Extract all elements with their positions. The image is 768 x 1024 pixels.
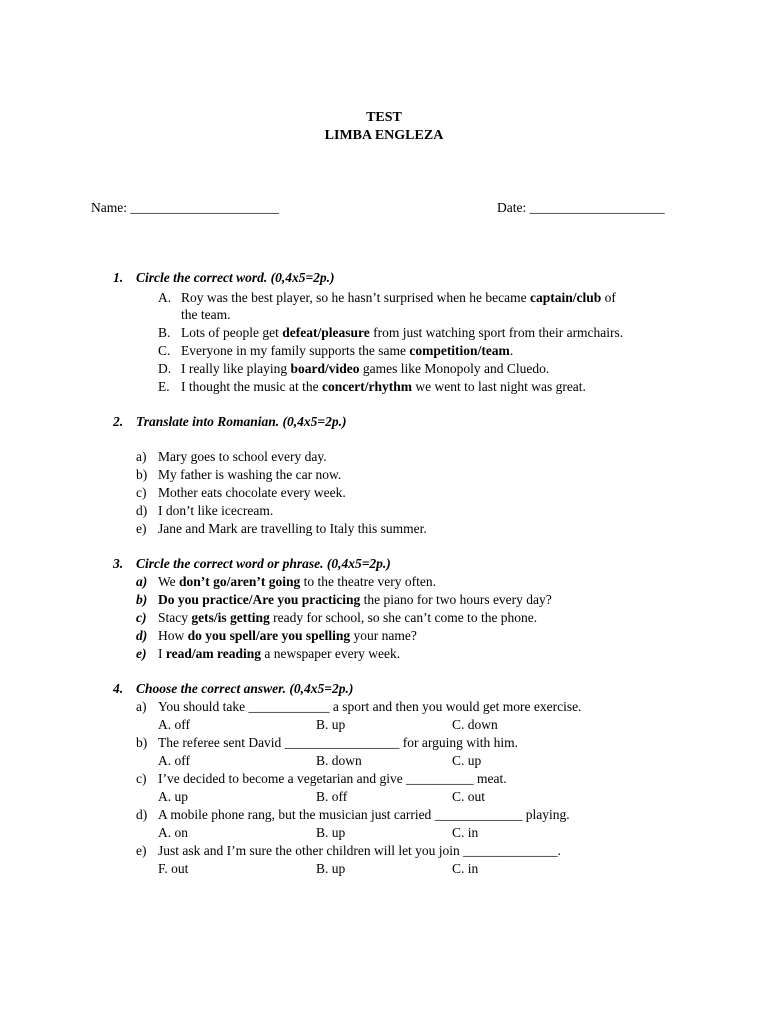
q4-item-d [136,806,570,823]
q4-item-marker: a) [136,699,147,714]
q2-item-text: Mary goes to school every day. [158,449,327,464]
q4-item-b [136,734,518,751]
q1-item-text: of [601,290,616,305]
q2-item-text: Jane and Mark are travelling to Italy this summer. [158,521,427,536]
q1-item-a-continued: the team. [181,307,231,322]
q4-d-option-3[interactable]: C. in [452,825,479,840]
q1-item-c [158,342,513,359]
q3-item-marker: c) [136,610,147,625]
q3-item-text: to the theatre very often. [300,574,436,589]
q1-item-text: games like Monopoly and Cluedo. [359,361,550,376]
title: TEST [366,110,402,125]
q3-item-c [136,609,537,626]
q1-item-marker: A. [158,290,172,305]
q3-item-text: ready for school, so she can’t come to the phone. [269,610,538,625]
q4-item-text: The referee sent David _________________ for arguing with him. [158,735,519,750]
q4-item-text: You should take ____________ a sport and then you would get more exercise. [158,699,582,714]
q1-item-e [158,378,586,395]
q2-item-a [136,448,327,465]
q1-item-marker: B. [158,325,171,340]
q1-item-text: Lots of people get [181,325,283,340]
q3-item-a [136,573,436,590]
q4-item-a [136,698,581,715]
q3-item-text: the piano for two hours every day? [360,592,552,607]
q1-item-marker: E. [158,379,170,394]
subtitle: LIMBA ENGLEZA [324,128,444,143]
q3-item-choice[interactable]: read/am reading [165,646,262,661]
q3-item-e [136,645,400,662]
q3-item-marker: e) [136,646,147,661]
q1-item-text: I thought the music at the [181,379,322,394]
q1-item-choice[interactable]: defeat/pleasure [282,325,370,340]
q2-heading: Translate into Romanian. (0,4x5=2p.) [136,414,347,429]
q2-number: 2. [113,414,124,429]
q4-c-option-3[interactable]: C. out [452,789,486,804]
q2-item-text: My father is washing the car now. [158,467,342,482]
q4-item-e [136,842,561,859]
q4-d-option-1[interactable]: A. on [158,825,188,840]
q2-item-d [136,502,273,519]
q3-item-d [136,627,417,644]
q4-item-marker: b) [136,735,148,750]
q2-item-e [136,520,427,537]
q3-heading: Circle the correct word or phrase. (0,4x5=2p.) [136,556,391,571]
q2-item-b [136,466,341,483]
q2-item-marker: a) [136,449,147,464]
q3-item-text: How [158,628,188,643]
q3-number: 3. [113,556,124,571]
q4-b-option-3[interactable]: C. up [452,753,482,768]
q1-item-marker: D. [158,361,172,376]
q2-item-marker: c) [136,485,147,500]
q4-item-text: I’ve decided to become a vegetarian and give __________ meat. [158,771,507,786]
q1-item-choice[interactable]: competition/team [409,343,510,358]
q3-item-text: We [158,574,180,589]
q1-item-text: I really like playing [181,361,291,376]
q3-item-choice[interactable]: do you spell/are you spelling [187,628,351,643]
q3-item-choice[interactable]: gets/is getting [191,610,270,625]
q3-item-text: a newspaper every week. [261,646,401,661]
q4-a-option-1[interactable]: A. off [158,717,190,732]
q2-item-marker: d) [136,503,148,518]
q1-item-text: from just watching sport from their armchairs. [369,325,624,340]
q1-item-text: . [509,343,514,358]
q1-number: 1. [113,270,124,285]
q3-item-text: I [158,646,166,661]
q4-a-option-3[interactable]: C. down [452,717,498,732]
q2-item-marker: e) [136,521,147,536]
q2-item-text: Mother eats chocolate every week. [158,485,346,500]
q4-item-text: A mobile phone rang, but the musician just carried _____________ playing. [158,807,570,822]
q1-item-text: we went to last night was great. [411,379,586,394]
q4-item-text: Just ask and I’m sure the other children will let you join ______________. [158,843,562,858]
q4-e-option-1[interactable]: F. out [158,861,189,876]
q4-a-option-2[interactable]: B. up [316,717,346,732]
q4-item-marker: e) [136,843,147,858]
q3-item-choice[interactable]: don’t go/aren’t going [179,574,301,589]
q4-b-option-2[interactable]: B. down [316,753,362,768]
q4-number: 4. [113,681,124,696]
q1-item-choice[interactable]: board/video [290,361,360,376]
q4-c-option-1[interactable]: A. up [158,789,188,804]
q3-item-text: your name? [350,628,417,643]
q3-item-b [136,591,552,608]
q4-e-option-2[interactable]: B. up [316,861,346,876]
q1-item-text: Roy was the best player, so he hasn’t surprised when he became [181,290,530,305]
q1-heading: Circle the correct word. (0,4x5=2p.) [136,270,335,285]
q2-item-marker: b) [136,467,148,482]
q3-item-marker: b) [136,592,148,607]
q1-item-b [158,324,623,341]
q4-heading: Choose the correct answer. (0,4x5=2p.) [136,681,354,696]
q3-item-marker: a) [136,574,148,589]
q1-item-a [158,289,616,306]
q2-item-text: I don’t like icecream. [158,503,274,518]
q3-item-text: Stacy [158,610,192,625]
q4-e-option-3[interactable]: C. in [452,861,479,876]
q1-item-choice[interactable]: concert/rhythm [321,379,412,394]
q4-d-option-2[interactable]: B. up [316,825,346,840]
q1-item-text: Everyone in my family supports the same [181,343,410,358]
q2-item-c [136,484,346,501]
q4-item-marker: d) [136,807,148,822]
q1-item-d [158,360,549,377]
q1-item-marker: C. [158,343,171,358]
q3-item-marker: d) [136,628,148,643]
q1-item-choice[interactable]: captain/club [530,290,602,305]
q4-item-marker: c) [136,771,147,786]
q4-item-c [136,770,507,787]
q4-b-option-1[interactable]: A. off [158,753,190,768]
date-field[interactable]: Date: ____________________ [497,200,665,215]
name-field[interactable]: Name: ______________________ [91,200,279,215]
q4-c-option-2[interactable]: B. off [316,789,348,804]
q3-item-choice[interactable]: Do you practice/Are you practicing [158,592,361,607]
